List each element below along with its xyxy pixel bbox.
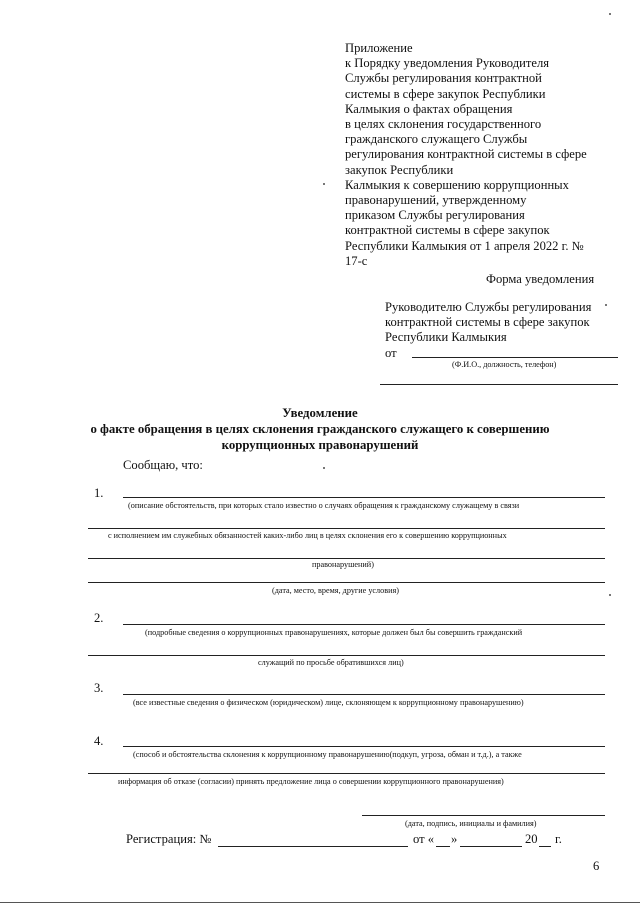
appendix-line: Калмыкия о фактах обращения — [345, 101, 513, 116]
intro-text: Сообщаю, что: — [123, 458, 203, 472]
item-number-1: 1. — [94, 486, 104, 500]
registration-year-line[interactable] — [539, 846, 551, 847]
item-number-2: 2. — [94, 611, 104, 625]
registration-date-open: от « — [413, 832, 435, 846]
item-1-line-1[interactable] — [123, 497, 605, 498]
item-1-line-4[interactable] — [88, 582, 605, 583]
item-2-caption: (подробные сведения о коррупционных правонарушениях, которые должен был бы совершить гражданский — [145, 628, 523, 637]
appendix-line: правонарушений, утвержденному — [345, 193, 527, 208]
item-4-line-1[interactable] — [123, 746, 605, 747]
registration-year-suffix: г. — [555, 832, 562, 846]
appendix-line: закупок Республики — [345, 162, 454, 177]
page-number: 6 — [593, 859, 600, 873]
item-2-line-2[interactable] — [88, 655, 605, 656]
document-title: Уведомление — [282, 406, 358, 420]
item-4-caption: информация об отказе (согласии) принять предложение лица о совершении коррупционного правонарушения) — [118, 777, 504, 786]
item-1-caption: (дата, место, время, другие условия) — [272, 586, 399, 595]
addressee-line: Руководителю Службы регулирования — [385, 300, 592, 314]
item-1-line-2[interactable] — [88, 528, 605, 529]
scan-speck — [605, 304, 607, 306]
appendix-line: гражданского служащего Службы — [345, 132, 528, 147]
document-subtitle: о факте обращения в целях склонения гражданского служащего к совершению — [90, 422, 550, 436]
from-label: от — [385, 345, 397, 360]
addressee-line: контрактной системы в сфере закупок — [385, 315, 590, 330]
scan-speck — [323, 183, 325, 185]
appendix-line: контрактной системы в сфере закупок — [345, 223, 550, 238]
scan-speck — [609, 13, 611, 15]
appendix-line: Службы регулирования контрактной — [345, 71, 542, 86]
item-3-line-1[interactable] — [123, 694, 605, 695]
item-2-caption: служащий по просьбе обратившихся лиц) — [258, 658, 404, 667]
appendix-line: в целях склонения государственного — [345, 117, 542, 132]
appendix-line: Калмыкия к совершению коррупционных — [345, 177, 569, 192]
appendix-line: системы в сфере закупок Республики — [345, 86, 546, 101]
item-4-caption: (способ и обстоятельства склонения к коррупционному правонарушению(подкуп, угроза, обман и т.д.), а также — [133, 750, 522, 759]
item-1-caption: (описание обстоятельств, при которых стало известно о случаях обращения к гражданскому служащему в связи — [128, 501, 520, 510]
scan-speck — [323, 467, 325, 469]
signature-line[interactable] — [362, 815, 605, 816]
appendix-line: Приложение — [345, 41, 413, 55]
scan-speck — [609, 594, 611, 596]
item-4-line-2[interactable] — [88, 773, 605, 774]
addressee-line: Республики Калмыкия — [385, 330, 507, 345]
registration-month-line[interactable] — [460, 846, 522, 847]
item-2-line-1[interactable] — [123, 624, 605, 625]
registration-day-line[interactable] — [436, 846, 450, 847]
appendix-line: к Порядку уведомления Руководителя — [345, 56, 550, 71]
item-number-3: 3. — [94, 681, 104, 695]
registration-label: Регистрация: № — [126, 832, 212, 846]
addressee-block — [385, 300, 591, 361]
appendix-line: регулирования контрактной системы в сфере — [345, 147, 587, 162]
signature-caption: (дата, подпись, инициалы и фамилия) — [405, 819, 537, 828]
form-label: Форма уведомления — [486, 272, 595, 286]
appendix-line: Республики Калмыкия от 1 апреля 2022 г. № — [345, 238, 584, 253]
registration-date-close: » — [451, 832, 458, 846]
item-1-line-3[interactable] — [88, 558, 605, 559]
item-1-caption: правонарушений) — [312, 560, 374, 569]
registration-number-line[interactable] — [218, 846, 408, 847]
appendix-block — [345, 41, 615, 269]
from-line[interactable] — [412, 357, 618, 358]
appendix-line: 17-с — [345, 253, 368, 268]
from-caption: (Ф.И.О., должность, телефон) — [452, 360, 557, 369]
document-subtitle-2: коррупционных правонарушений — [221, 438, 419, 452]
item-1-caption: с исполнением им служебных обязанностей каких-либо лиц в целях склонения его к совершению коррупционных — [108, 531, 507, 540]
item-number-4: 4. — [94, 734, 104, 748]
registration-year-prefix: 20 — [525, 832, 538, 846]
appendix-line: приказом Службы регулирования — [345, 208, 525, 223]
from-line-2[interactable] — [380, 384, 618, 385]
page-bottom-edge — [0, 902, 640, 903]
item-3-caption: (все известные сведения о физическом (юридическом) лице, склоняющем к коррупционному правонарушению) — [133, 698, 524, 707]
